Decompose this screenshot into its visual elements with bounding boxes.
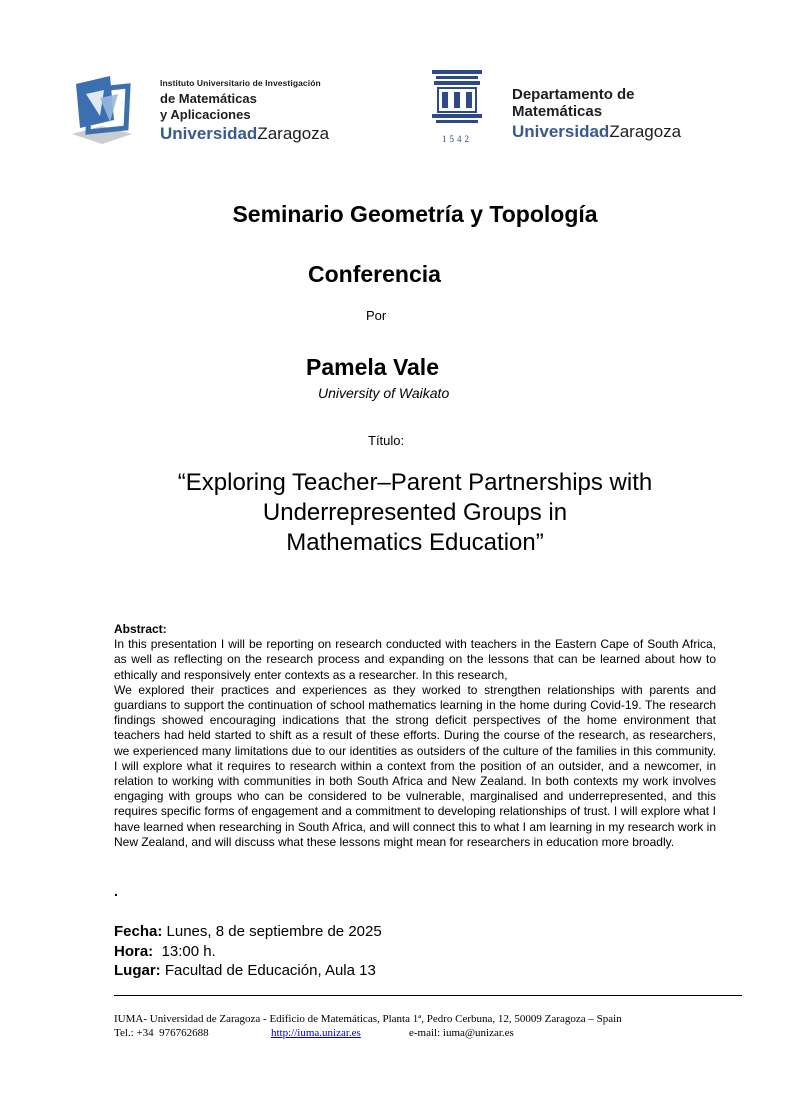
date-label: Fecha: — [114, 923, 163, 940]
footer-divider — [114, 995, 742, 996]
abstract-paragraph-2: We explored their practices and experiences as they worked to strengthen relationships with parents and guardians to support the continuation of school mathematics learning in the home during Covid-19. The research findings showed encouraging indications that the strong deficit perspectives of the home environment that teachers had held started to shift as a result of these efforts. During the course of the research, as researchers, we experienced many limitations due to our identities as outsiders of the culture of the families in this community. I will explore what it requires to research within a context from the position of an outsider, and a newcomer, in relation to working with communities in both South Africa and New Zealand. In both contexts my work involves engaging with groups who can be considered to be vulnerable, marginalised and underrepresented, and this requires specific forms of engagement and a commitment to developing relationships of trust. I will explore what I have learned when researching in South Africa, and will connect this to what I am learning in my research work in New Zealand, and will discuss what these lessons might mean for researchers in education more broadly. — [114, 682, 716, 849]
footer-address: IUMA- Universidad de Zaragoza - Edificio de Matemáticas, Planta 1ª, Pedro Cerbuna, 12, 50009 Zaragoza – Spain — [114, 1013, 622, 1025]
place-value: Facultad de Educación, Aula 13 — [160, 962, 376, 979]
crest-year: 1542 — [442, 134, 472, 144]
event-details — [114, 922, 382, 981]
iuma-line3: y Aplicaciones — [160, 107, 251, 122]
date-row — [114, 922, 382, 942]
place-label: Lugar: — [114, 962, 161, 979]
talk-title — [100, 468, 730, 558]
by-label: Por — [366, 308, 387, 323]
footer — [114, 1013, 622, 1041]
iuma-line1: Instituto Universitario de Investigación — [160, 78, 321, 88]
place-row — [114, 961, 382, 981]
talk-title-line3: Mathematics Education” — [286, 529, 544, 556]
talk-title-line2: Underrepresented Groups in — [262, 499, 568, 526]
date-value: Lunes, 8 de septiembre de 2025 — [162, 923, 382, 940]
iuma-university-name: UniversidadZaragoza — [160, 124, 330, 143]
time-row — [114, 942, 382, 962]
title-label: Título: — [368, 433, 405, 448]
abstract-label: Abstract: — [114, 622, 167, 636]
department-logo — [430, 68, 720, 152]
footer-email: e-mail: iuma@unizar.es — [409, 1026, 514, 1039]
iuma-logo — [70, 72, 340, 152]
seminar-title: Seminario Geometría y Topología — [232, 201, 598, 227]
abstract-paragraph-1: In this presentation I will be reporting on research conducted with teachers in the Eastern Cape of South Africa, as well as reflecting on the research process and expanding on the lessons that can be learned about how to ethically and responsively enter contexts as a researcher. In this research, — [114, 637, 716, 682]
university-crest-icon — [430, 68, 484, 146]
dpto-university-name: UniversidadZaragoza — [512, 122, 682, 141]
bullet-mark: . — [114, 883, 118, 899]
footer-website-link[interactable]: http://iuma.unizar.es — [271, 1026, 361, 1039]
time-label: Hora: — [114, 942, 154, 960]
iuma-emblem-icon — [70, 72, 134, 146]
talk-title-line1: “Exploring Teacher–Parent Partnerships with — [177, 469, 653, 496]
event-type: Conferencia — [308, 261, 441, 287]
speaker-name: Pamela Vale — [306, 354, 439, 380]
dpto-line1: Departamento de — [512, 86, 635, 103]
speaker-affiliation: University of Waikato — [318, 385, 450, 401]
time-value: 13:00 h. — [153, 942, 216, 960]
abstract-section — [114, 622, 716, 850]
footer-phone: Tel.: +34 976762688 — [114, 1026, 209, 1039]
dpto-line2: Matemáticas — [512, 103, 603, 120]
iuma-line2: de Matemáticas — [160, 91, 257, 106]
